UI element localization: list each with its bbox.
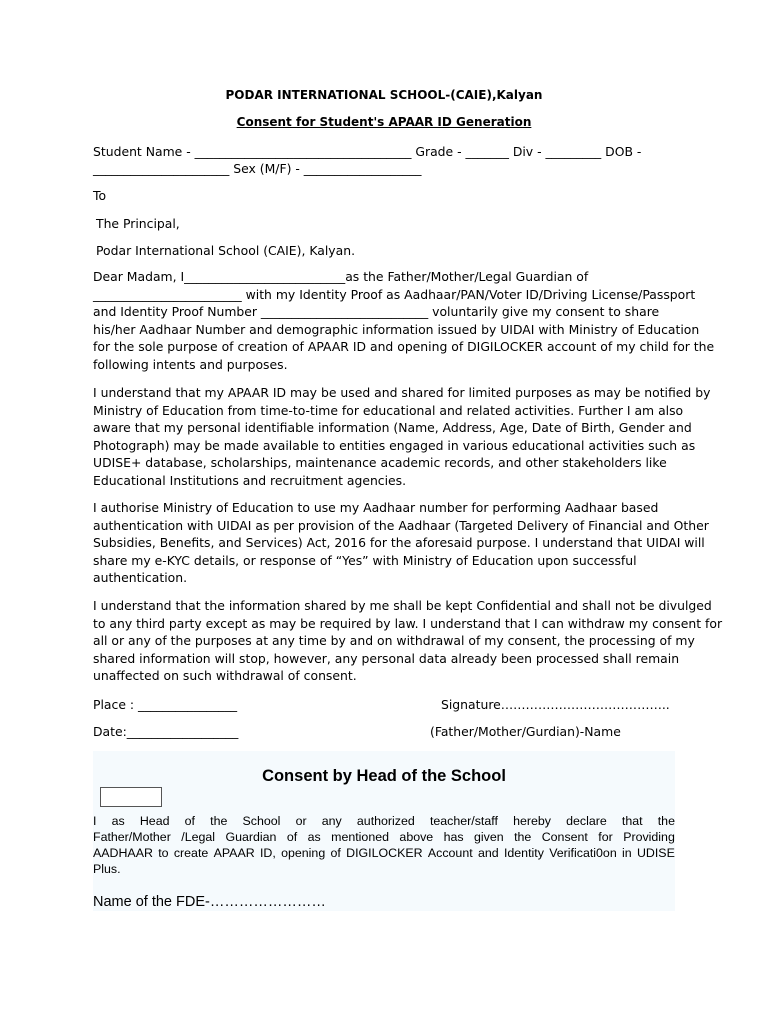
word: hereby <box>513 814 551 828</box>
paragraph-line: Ministry of Education from time-to-time for educational and related activities. Further I am also <box>93 402 684 418</box>
paragraph-line: to any third party except as may be required by law. I understand that I can withdraw my consent for <box>93 615 723 631</box>
form-title: Consent for Student's APAAR ID Generation <box>236 115 532 129</box>
head-consent-title: Consent by Head of the School <box>262 767 506 785</box>
word: Father/Mother <box>93 830 171 844</box>
word: UDISE <box>636 846 675 860</box>
word: /Legal <box>181 830 216 844</box>
head-consent-section <box>93 751 675 911</box>
paragraph-line: UDISE+ database, scholarships, maintenance academic records, and other stakeholders like <box>93 455 667 471</box>
paragraph-line: authentication with UIDAI as per provision of the Aadhaar (Targeted Delivery of Financial and Other <box>93 517 709 533</box>
word: Verificati0on <box>549 846 617 860</box>
guardian-name-label: (Father/Mother/Gurdian)-Name <box>430 724 621 739</box>
address-principal: The Principal, <box>96 216 180 231</box>
word: ID, <box>259 846 276 860</box>
word: the <box>657 814 675 828</box>
head-consent-line-1 <box>93 813 675 829</box>
word: in <box>622 846 632 860</box>
paragraph-line: I understand that the information shared by me shall be kept Confidential and shall not be divulged <box>93 598 712 613</box>
paragraph-line: share my e-KYC details, or response of “Yes” with Ministry of Education upon successful <box>93 552 637 568</box>
word: of <box>286 830 298 844</box>
paragraph-line: unaffected on such withdrawal of consent. <box>93 668 357 684</box>
word: given <box>474 830 504 844</box>
paragraph-line: Subsidies, Benefits, and Services) Act, 2016 for the aforesaid purpose. I understand that UIDAI will <box>93 535 705 551</box>
paragraph-line: Educational Institutions and recruitment agencies. <box>93 472 407 488</box>
head-consent-line-3 <box>93 845 675 861</box>
head-consent-text <box>93 813 675 877</box>
word: for <box>598 830 613 844</box>
word: the <box>210 814 228 828</box>
word: of <box>330 846 341 860</box>
word: or <box>295 814 307 828</box>
word: Head <box>139 814 170 828</box>
word: I <box>93 814 97 828</box>
head-name-input-box[interactable] <box>100 787 162 807</box>
word: as <box>111 814 125 828</box>
word: opening <box>281 846 326 860</box>
word: to <box>158 846 169 860</box>
paragraph-line: all or any of the purposes at any time by and on withdrawal of my consent, the processing of my <box>93 633 695 649</box>
paragraph-line: Photograph) may be made available to entities engaged in various educational activities such as <box>93 437 696 453</box>
consent-paragraph-2 <box>93 384 711 490</box>
paragraph-line: shared information will stop, however, any personal data already been processed shall remain <box>93 650 680 666</box>
paragraph-line: I understand that my APAAR ID may be used and shared for limited purposes as may be notified by <box>93 385 711 400</box>
address-to: To <box>93 188 107 203</box>
word: authorized <box>356 814 415 828</box>
paragraph-line: ________________________ with my Identity Proof as Aadhaar/PAN/Voter ID/Driving License/Passport <box>93 286 696 302</box>
paragraph-line: and Identity Proof Number ___________________________ voluntarily give my consent to share <box>93 304 660 320</box>
word: the <box>514 830 532 844</box>
paragraph-line: for the sole purpose of creation of APAAR ID and opening of DIGILOCKER account of my child for the <box>93 339 715 355</box>
word: and <box>477 846 499 860</box>
word: teacher/staff <box>429 814 498 828</box>
signature-field[interactable]: Signature………………………………….. <box>441 697 670 712</box>
student-details-line-1[interactable]: Student Name - ___________________________________ Grade - _______ Div - _________ DOB - <box>93 144 642 159</box>
word: that <box>621 814 643 828</box>
word: Account <box>427 846 473 860</box>
student-details-line-2[interactable]: ______________________ Sex (M/F) - ___________________ <box>93 161 422 176</box>
paragraph-line: I authorise Ministry of Education to use my Aadhaar number for performing Aadhaar based <box>93 500 659 515</box>
word: School <box>242 814 281 828</box>
address-school: Podar International School (CAIE), Kalyan. <box>96 243 356 258</box>
paragraph-line: Dear Madam, I__________________________as the Father/Mother/Legal Guardian of <box>93 269 589 284</box>
consent-paragraph-3 <box>93 499 709 587</box>
word: any <box>321 814 342 828</box>
head-consent-line-4: Plus. <box>93 862 121 876</box>
school-name: PODAR INTERNATIONAL SCHOOL-(CAIE),Kalyan <box>225 88 543 102</box>
word: of <box>184 814 195 828</box>
word: has <box>443 830 464 844</box>
word: Guardian <box>225 830 277 844</box>
word: declare <box>566 814 607 828</box>
word: Providing <box>623 830 675 844</box>
fde-name-field[interactable]: Name of the FDE-…………………… <box>93 894 326 910</box>
word: create <box>173 846 209 860</box>
word: Identity <box>503 846 544 860</box>
word: APAAR <box>213 846 255 860</box>
consent-paragraph-1 <box>93 268 715 374</box>
date-field[interactable]: Date:__________________ <box>93 724 239 739</box>
paragraph-line: aware that my personal identifiable information (Name, Address, Age, Date of Birth, Gender and <box>93 420 692 436</box>
place-field[interactable]: Place : ________________ <box>93 697 238 712</box>
paragraph-line: his/her Aadhaar Number and demographic information issued by UIDAI with Ministry of Education <box>93 321 700 337</box>
consent-paragraph-4 <box>93 597 723 685</box>
paragraph-line: following intents and purposes. <box>93 356 288 372</box>
head-consent-line-2 <box>93 829 675 845</box>
word: AADHAAR <box>93 846 153 860</box>
word: DIGILOCKER <box>346 846 423 860</box>
word: above <box>399 830 434 844</box>
paragraph-line: authentication. <box>93 570 188 586</box>
word: as <box>307 830 321 844</box>
word: Consent <box>541 830 588 844</box>
word: mentioned <box>331 830 389 844</box>
